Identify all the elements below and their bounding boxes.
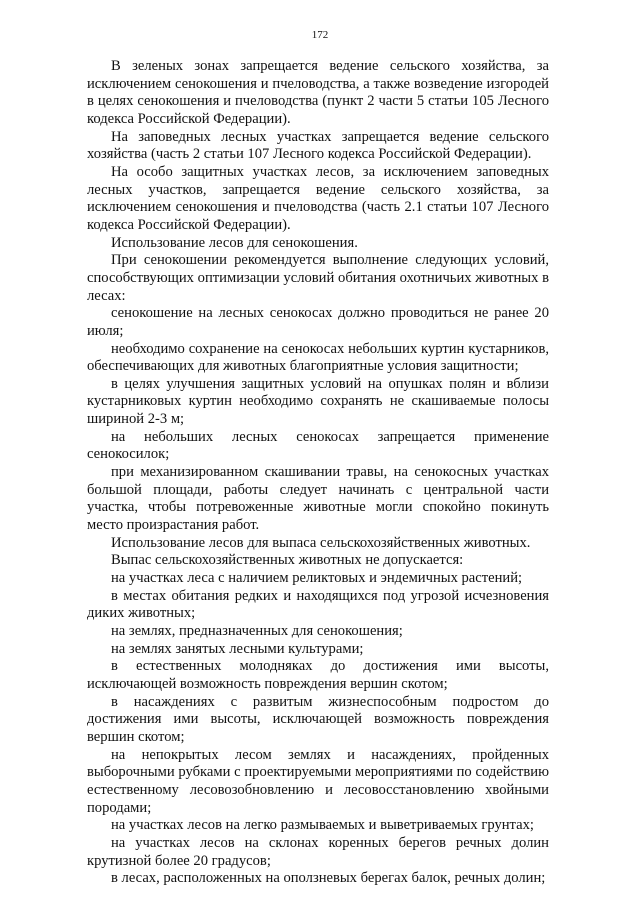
- list-item: необходимо сохранение на сенокосах небольших куртин кустарников, обеспечивающих для животных благоприятные условия защитности;: [87, 340, 549, 375]
- list-item: в естественных молодняках до достижения ими высоты, исключающей возможность повреждения вершин скотом;: [87, 658, 549, 692]
- body-text: [87, 58, 549, 888]
- paragraph: В зеленых зонах запрещается ведение сельского хозяйства, за исключением сенокошения и пчеловодства, а также возведение изгородей в целях сенокошения и пчеловодства (пункт 2 части 5 статьи 105 Лесного кодекса Российской Федерации).: [87, 58, 549, 127]
- list-item: на участках леса с наличием реликтовых и эндемичных растений;: [111, 570, 523, 587]
- list-item: в лесах, расположенных на оползневых берегах балок, речных долин;: [111, 870, 546, 887]
- list-item: в местах обитания редких и находящихся под угрозой исчезновения диких животных;: [87, 587, 549, 622]
- list-item: в насаждениях с развитым жизнеспособным подростом до достижения ими высоты, исключающей возможность повреждения вершин скотом;: [87, 693, 549, 745]
- list-item: в целях улучшения защитных условий на опушках полян и вблизи кустарниковых куртин необходимо сохранять не скашиваемые полосы шириной 2-3 м;: [87, 375, 549, 428]
- paragraph: На особо защитных участках лесов, за исключением заповедных лесных участков, запрещается ведение сельского хозяйства, за исключением сенокошения и пчеловодства (часть 2.1 статьи 107 Лесного кодекса Российской Федерации).: [87, 163, 549, 233]
- list-item: при механизированном скашивании травы, на сенокосных участках большой площади, работы следует начинать с центральной части участка, чтобы потревоженные животные могли спокойно покинуть место произрастания работ.: [87, 464, 549, 534]
- list-item: на небольших лесных сенокосах запрещается применение сенокосилок;: [87, 428, 549, 463]
- section-heading: Использование лесов для сенокошения.: [111, 234, 358, 251]
- list-item: на землях, предназначенных для сенокошения;: [111, 623, 403, 639]
- list-item: на непокрытых лесом землях и насаждениях, пройденных выборочными рубками с проектируемыми мероприятиями по содействию естественному лесовозобновлению и лесовосстановлению хвойными породами;: [87, 746, 549, 816]
- list-item: на участках лесов на легко размываемых и выветриваемых грунтах;: [111, 817, 534, 834]
- list-item: на участках лесов на склонах коренных берегов речных долин крутизной более 20 градусов;: [87, 834, 549, 869]
- section-heading: Использование лесов для выпаса сельскохозяйственных животных.: [111, 534, 531, 551]
- paragraph: При сенокошении рекомендуется выполнение следующих условий, способствующих оптимизации условий обитания охотничьих животных в лесах:: [87, 252, 549, 304]
- list-item: сенокошение на лесных сенокосах должно проводиться не ранее 20 июля;: [87, 305, 549, 339]
- paragraph: На заповедных лесных участках запрещается ведение сельского хозяйства (часть 2 статьи 107 Лесного кодекса Российской Федерации).: [87, 128, 549, 163]
- page-number: 172: [311, 29, 329, 41]
- paragraph: Выпас сельскохозяйственных животных не допускается:: [111, 552, 464, 569]
- list-item: на землях занятых лесными культурами;: [111, 640, 364, 657]
